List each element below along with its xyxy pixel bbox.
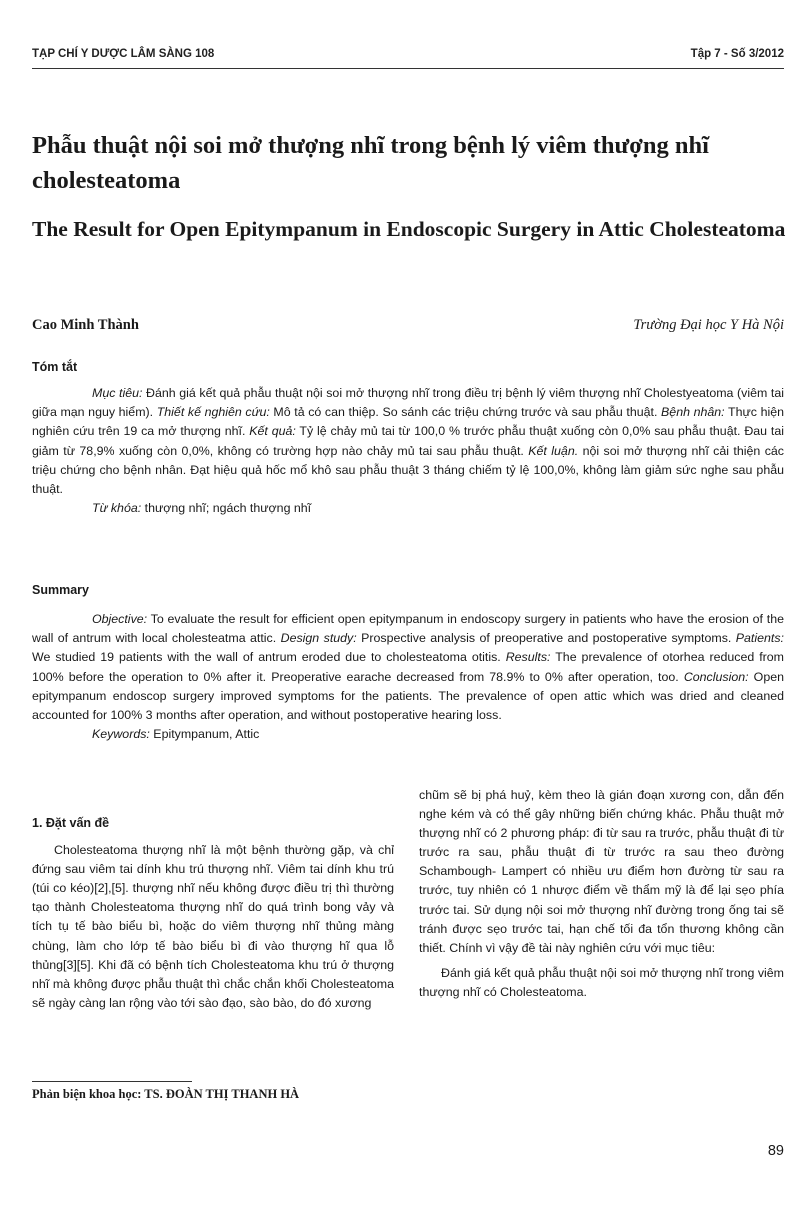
tomtat-keywords: Từ khóa: thượng nhĩ; ngách thượng nhĩ: [92, 501, 312, 516]
title-vietnamese: Phẫu thuật nội soi mở thượng nhĩ trong bệnh lý viêm thượng nhĩ cholesteatoma: [32, 132, 709, 194]
summary-keywords: Keywords: Epitympanum, Attic: [92, 727, 260, 742]
section1-heading: 1. Đặt vấn đề: [32, 816, 110, 830]
title-english: The Result for Open Epitympanum in Endoscopic Surgery in Attic Cholesteatoma: [32, 217, 786, 241]
section1-paragraph-3: Đánh giá kết quả phẫu thuật nội soi mở thượng nhĩ trong viêm thượng nhĩ có Cholesteatoma.: [419, 965, 784, 999]
author-name: Cao Minh Thành: [32, 317, 139, 333]
issue-info: Tập 7 - Số 3/2012: [690, 48, 784, 60]
page-number: 89: [767, 1143, 784, 1159]
header-rule: [32, 68, 784, 69]
journal-name: TẠP CHÍ Y DƯỢC LÂM SÀNG 108: [32, 48, 215, 60]
tomtat-body: Mục tiêu: Đánh giá kết quả phẫu thuật nội soi mở thượng nhĩ trong điều trị bệnh lý viêm thượng nhĩ Cholestyeatoma (viêm tai giữa mạn nguy hiểm). Thiết kế nghiên cứu: Mô tả có can thiệp. So sánh các triệu chứng trước và sau phẫu thuật. Bệnh nhân: Thực hiện nghiên cứu trên 19 ca mở thượng nhĩ. Kết quả: Tỷ lệ chảy mủ tai từ 100,0 % trước phẫu thuật xuống còn 0,0% sau phẫu thuật. Đau tai giảm từ 78,9% xuống còn 0,0%, không có trường hợp nào chảy mủ tai sau phẫu thuật. Kết luận. nội soi mở thượng nhĩ cải thiện các triệu chứng cho bệnh nhân. Đạt hiệu quả hốc mổ khô sau phẫu thuật 3 tháng chiếm tỷ lệ 100,0%, không làm giảm sức nghe sau phẫu thuật.: [32, 386, 785, 497]
footnote-rule: [32, 1081, 192, 1082]
section1-paragraph-2: chũm sẽ bị phá huỷ, kèm theo là gián đoạn xương con, dẫn đến nghe kém và có thể gây những biến chứng khác. Phẫu thuật mở thượng nhĩ có 2 phương pháp: đi từ sau ra trước, phẫu thuật đi từ trước ra sau, phẫu thuật đi từ trước ra sau theo đường Schambough- Lampert có nhiều ưu điểm hơn đường từ sau ra trước, tuy nhiên có 1 nhược điểm về thẩm mỹ là để lại sẹo phía trước tai. Sử dụng nội soi mở thượng nhĩ đường trong ống tai sẽ tránh được sẹo trước tai, hạn chế tối đa tổn thương không cần thiết. Chính vì vậy đề tài này nghiên cứu với mục tiêu:: [419, 788, 784, 955]
tomtat-abstract: [32, 384, 784, 518]
running-header: [32, 48, 784, 68]
author-affiliation: Trường Đại học Y Hà Nội: [633, 317, 784, 333]
section1-paragraph-1: Cholesteatoma thượng nhĩ là một bệnh thường gặp, và chỉ đứng sau viêm tai dính khu trú thượng nhĩ. Viêm tai dính khu trú (túi co kéo)[2],[5]. thượng nhĩ nếu không được điều trị thì thường tạo thành Cholesteatoma thượng nhĩ do quá trình bong vảy và tích tụ tế bào biểu bì, hoặc do viêm thượng nhĩ thủng màng chùng, làm cho lớp tế bào biểu bì đi vào thượng hĩ qua lỗ thủng[3][5]. Khi đã có bệnh tích Cholesteatoma khu trú ở thượng nhĩ mà không được phẫu thuật thì chắc chắn khối Cholesteatoma sẽ ngày càng lan rộng vào tới sào đạo, sào bào, do đó xương: [32, 843, 394, 1010]
right-column: [419, 786, 784, 1002]
summary-body: Objective: To evaluate the result for efficient open epitympanum in endoscopy surgery in patients who have the erosion of the wall of antrum with local cholesteatma attic. Design study: Prospective analysis of preoperative and postoperative symptoms. Patients: We studied 19 patients with the wall of antrum eroded due to cholesteatoma otitis. Results: The prevalence of otorhea reduced from 100% before the operation to 0% after it. Preoperative earache decreased from 78.9% to 0% after operation, too. Conclusion: Open epitympanum endoscop surgery improved symptoms for the patients. The prevalence of open attic which was dried and cleaned accounted for 100% 3 months after operation, and without postoperative hearing loss.: [32, 612, 784, 723]
left-column: [32, 814, 394, 1013]
tomtat-heading: Tóm tắt: [32, 360, 78, 374]
summary-abstract: [32, 610, 784, 744]
reviewer-footnote: Phản biện khoa học: TS. ĐOÀN THỊ THANH HÀ: [32, 1087, 300, 1101]
summary-heading: Summary: [32, 583, 89, 597]
